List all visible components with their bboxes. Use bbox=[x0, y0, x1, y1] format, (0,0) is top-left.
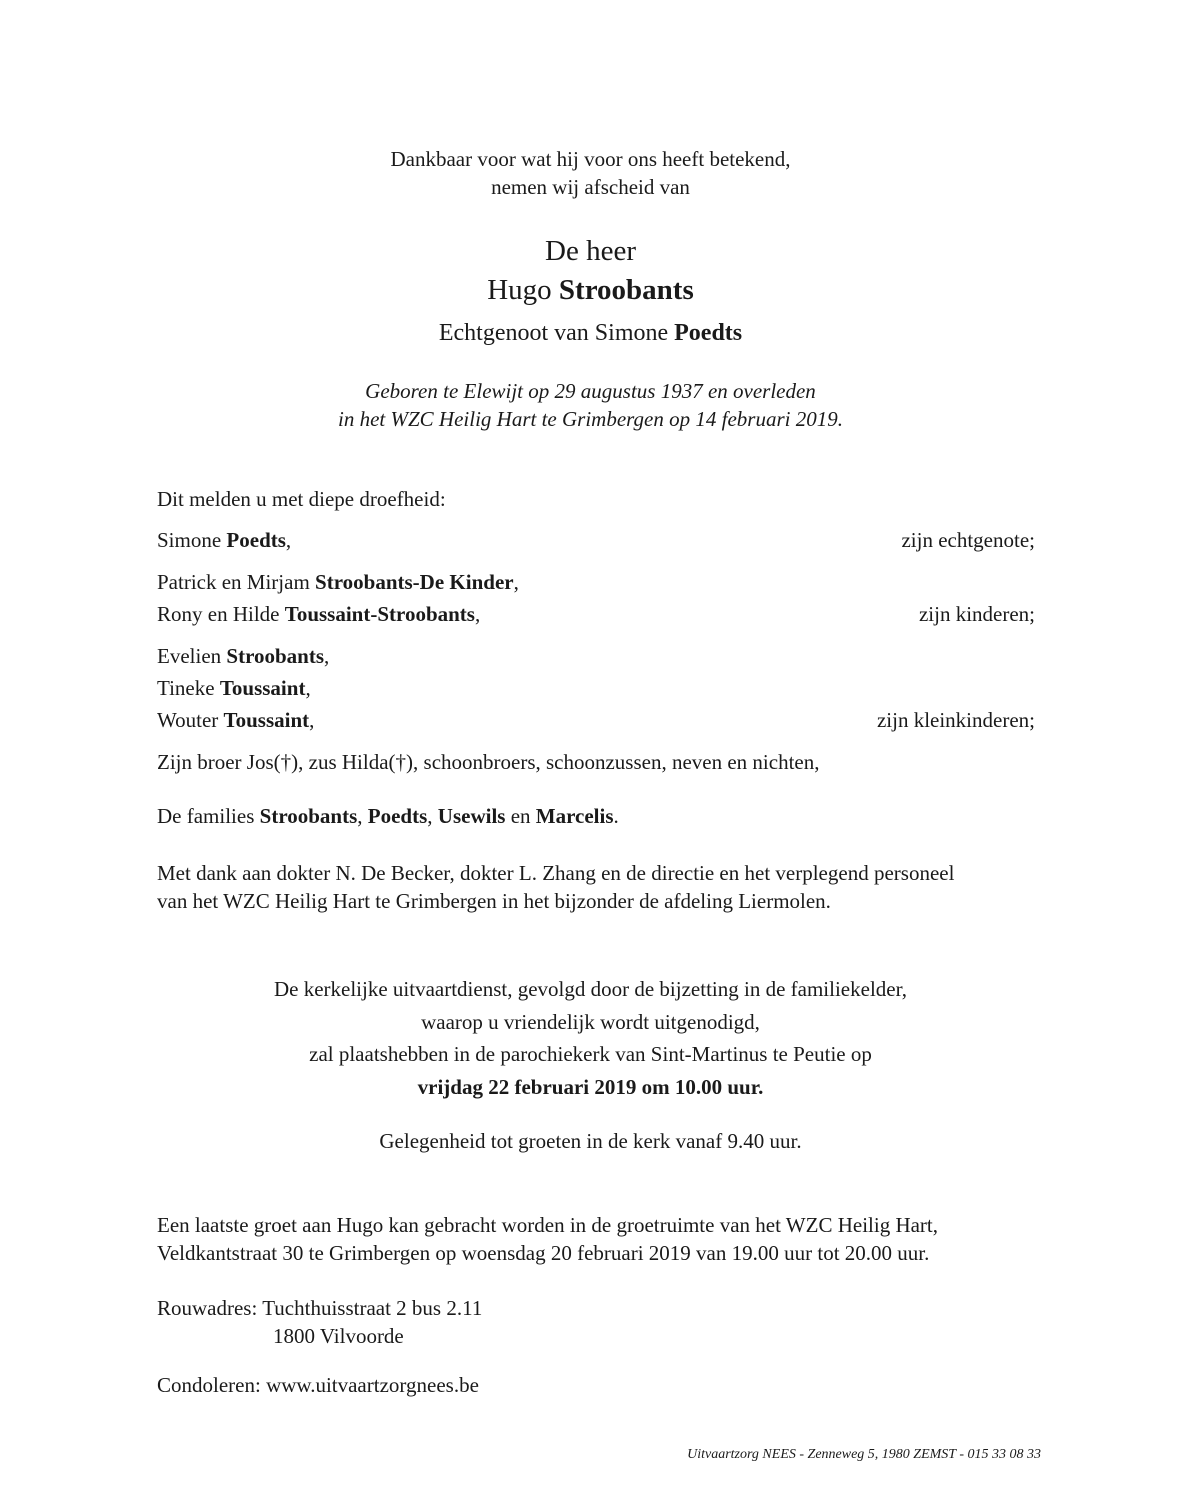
condolence-label: Condoleren: bbox=[157, 1373, 261, 1397]
family-siblings: Zijn broer Jos(†), zus Hilda(†), schoonbroers, schoonzussen, neven en nichten, bbox=[157, 750, 820, 774]
deceased-title: De heer bbox=[545, 235, 636, 267]
relation-spouse: zijn echtgenote; bbox=[901, 528, 1035, 552]
intro-line-2: nemen wij afscheid van bbox=[491, 175, 690, 199]
family-child: Patrick en Mirjam Stroobants-De Kinder, bbox=[157, 570, 519, 594]
intro-line-1: Dankbaar voor wat hij voor ons heeft betekend, bbox=[390, 147, 791, 171]
service-greeting: Gelegenheid tot groeten in de kerk vanaf 9.40 uur. bbox=[379, 1129, 802, 1153]
spouse-line bbox=[0, 318, 1181, 348]
thanks-line-2: van het WZC Heilig Hart te Grimbergen in het bijzonder de afdeling Liermolen. bbox=[157, 889, 831, 913]
family-names: De families Stroobants, Poedts, Usewils en Marcelis. bbox=[157, 804, 619, 828]
family-spouse: Simone Poedts, bbox=[157, 528, 292, 552]
footer: Uitvaartzorg NEES - Zenneweg 5, 1980 ZEMST - 015 33 08 33 bbox=[687, 1447, 1041, 1462]
address-city: 1800 Vilvoorde bbox=[273, 1324, 404, 1348]
relation-children: zijn kinderen; bbox=[918, 602, 1035, 626]
last-greeting-line-1: Een laatste groet aan Hugo kan gebracht worden in de groetruimte van het WZC Heilig Hart, bbox=[157, 1213, 939, 1237]
address-street: Tuchthuisstraat 2 bus 2.11 bbox=[262, 1296, 483, 1320]
service-date: vrijdag 22 februari 2019 om 10.00 uur. bbox=[417, 1075, 764, 1099]
condolence-line bbox=[157, 1371, 479, 1399]
thanks-line-1: Met dank aan dokter N. De Becker, dokter L. Zhang en de directie en het verplegend personeel bbox=[157, 861, 955, 885]
spouse-prefix: Echtgenoot van Simone bbox=[438, 320, 669, 346]
deceased-name bbox=[0, 272, 1181, 308]
address-label: Rouwadres: bbox=[157, 1296, 258, 1320]
service-line-3: zal plaatshebben in de parochiekerk van Sint-Martinus te Peutie op bbox=[309, 1042, 872, 1066]
announcement: Dit melden u met diepe droefheid: bbox=[157, 487, 446, 511]
deceased-last-name: Stroobants bbox=[558, 274, 694, 306]
relation-grandchildren: zijn kleinkinderen; bbox=[876, 708, 1035, 732]
family-grandchild: Evelien Stroobants, bbox=[157, 644, 330, 668]
service-line-1: De kerkelijke uitvaartdienst, gevolgd door de bijzetting in de familiekelder, bbox=[273, 977, 908, 1001]
address-line-1 bbox=[157, 1294, 482, 1322]
birth-line-1: Geboren te Elewijt op 29 augustus 1937 en overleden bbox=[365, 379, 816, 403]
family-child: Rony en Hilde Toussaint-Stroobants, bbox=[157, 602, 481, 626]
deceased-first-name: Hugo bbox=[487, 274, 552, 306]
last-greeting-line-2: Veldkantstraat 30 te Grimbergen op woensdag 20 februari 2019 van 19.00 uur tot 20.00 uur. bbox=[157, 1241, 930, 1265]
service-line-2: waarop u vriendelijk wordt uitgenodigd, bbox=[421, 1010, 760, 1034]
spouse-last-name: Poedts bbox=[674, 320, 743, 346]
family-grandchild: Tineke Toussaint, bbox=[157, 676, 311, 700]
family-grandchild: Wouter Toussaint, bbox=[157, 708, 315, 732]
condolence-url[interactable]: www.uitvaartzorgnees.be bbox=[266, 1373, 479, 1397]
birth-line-2: in het WZC Heilig Hart te Grimbergen op 14 februari 2019. bbox=[338, 407, 843, 431]
